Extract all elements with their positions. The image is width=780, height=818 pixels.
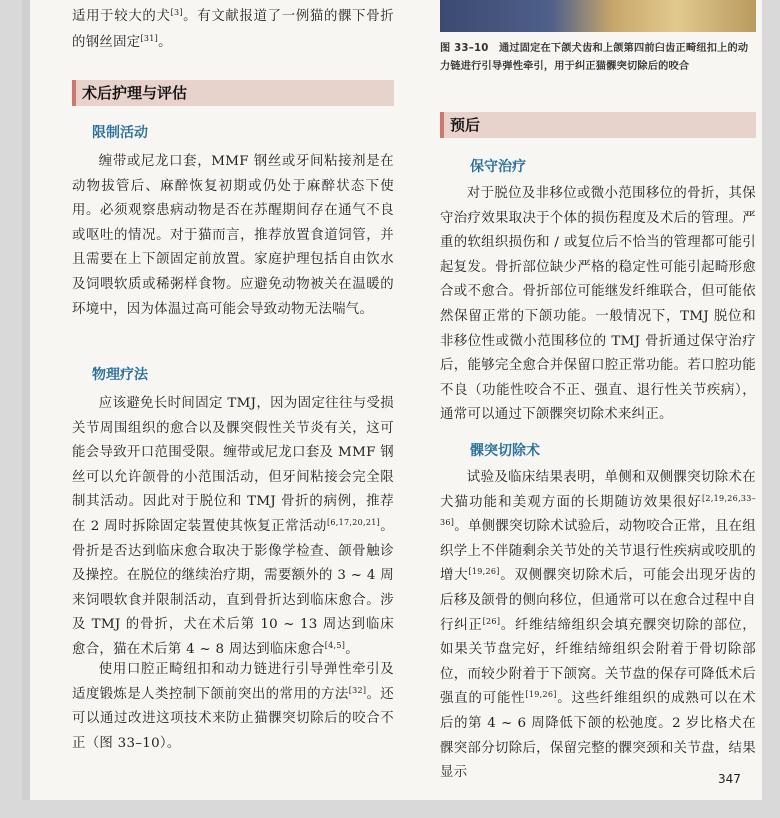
physical-therapy-text-a: 应该避免长时间固定 TMJ，因为固定往往与受损关节周围组织的愈合以及髁突假性关节炎有关，这可能会导致开口范围受限。缠带或尼龙口套及 MMF 钢丝可以允许颌骨的小范围活动，但牙间粘接会完全限制其活动。因此对于脱位和 TMJ 骨折的病例，推荐在 2 周时拆除固定装置使其恢复正常活动 (72, 396, 394, 534)
conservative-treatment-text: 对于脱位及非移位或微小范围移位的骨折，其保守治疗效果取决于个体的损伤程度及术后的管理。严重的软组织损伤和 / 或复位后不恰当的管理都可能引起复发。骨折部位缺少严格的稳定性可能引起畸形愈合或不愈合。骨折部位可能继发纤维联合，但可能依然保留正常的下颌功能。一般情况下，TMJ 脱位和非移位性或微小范围移位的 TMJ 骨折通过保守治疗后，能够完全愈合并保留口腔正常功能。若口腔功能不良（功能性咬合不正、强直、退行性关节疾病），通常可以通过下颌髁突切除术来纠正。 (440, 186, 756, 423)
intro-text-2b: 。 (158, 35, 172, 50)
section-heading-postop: 术后护理与评估 (72, 80, 394, 106)
restrict-activity-text: 缠带或尼龙口套，MMF 钢丝或牙间粘接剂是在动物拔管后、麻醉恢复初期或仍处于麻醉状态下使用。必须观察患病动物是否在苏醒期间存在通气不良或呕吐的情况。对于猫而言，推荐放置食道饲管，并且需要在上下颌固定前放置。家庭护理包括自由饮水及饲喂软质或稀粥样食物。应避免动物被关在温暖的环境中，因为体温过高可能会导致动物无法喘气。 (72, 154, 394, 317)
citation: [26] (482, 616, 501, 626)
intro-text-2: 的钢丝固定 (72, 35, 141, 50)
intro-text-1b: 。有文献报道了一例猫的髁下骨折 (182, 9, 394, 24)
physical-therapy-p2-text-a: 使用口腔正畸纽扣和动力链进行引导弹性牵引及适度锻炼是人类控制下颌前突出的常用的方法 (72, 662, 394, 702)
citation: [19,26] (468, 567, 500, 577)
condylectomy-text-d: 。纤维结缔组织会填充髁突切除的部位，如果关节盘完好，纤维结缔组织会附着于骨切除部位，而较少附着于下颌窝。关节盘的保存可降低术后强直的可能性 (440, 617, 756, 707)
restrict-activity-paragraph (72, 150, 394, 322)
physical-therapy-text-c: 。 (345, 641, 359, 657)
page-gutter (22, 0, 30, 800)
physical-therapy-text-b: 。骨折是否达到临床愈合取决于影像学检查、颌骨触诊及操控。在脱位的继续治疗期，需要额外的 3 ~ 4 周来饲喂软食并限制活动，直到骨折达到临床愈合。涉及 TMJ 的骨折，犬在术后第 10 ~ 13 周达到临床愈合，猫在术后第 4 ~ 8 周达到临床愈合 (72, 518, 394, 657)
condylectomy-paragraph (440, 466, 756, 786)
intro-paragraph (72, 4, 394, 56)
citation: [31] (140, 34, 159, 43)
subheading-condylectomy: 髁突切除术 (470, 443, 540, 459)
condylectomy-text-e: 。这些纤维组织的成熟可以在术后的第 4 ~ 6 周降低下颌的松弛度。2 岁比格犬在髁突部分切除后，保留完整的髁突颈和关节盘，结果显示 (440, 691, 756, 781)
figure-caption: 图 33–10 通过固定在下颌犬齿和上颌第四前臼齿正畸纽扣上的动力链进行引导弹性牵引，用于纠正猫髁突切除后的咬合 (440, 43, 749, 72)
page-number: 347 (718, 772, 741, 786)
subheading-conservative-treatment: 保守治疗 (470, 159, 526, 175)
conservative-treatment-paragraph (440, 182, 756, 428)
condylectomy-text-b: 。单侧髁突切除术试验后，动物咬合正常，且在组织学上不伴随剩余关节处的关节退行性疾病或咬肌的增大 (440, 519, 756, 584)
condylectomy-text-a: 试验及临床结果表明，单侧和双侧髁突切除术在犬猫功能和美观方面的长期随访效果很好 (440, 470, 756, 510)
citation: [2,19,26,33–36] (440, 493, 756, 528)
citation: [19,26] (525, 690, 557, 700)
physical-therapy-paragraph-1 (72, 392, 394, 663)
condylectomy-text-c: 。双侧髁突切除术后，可能会出现牙齿的后移及颌骨的侧向移位，但通常可以在愈合过程中自行纠正 (440, 568, 756, 633)
book-page (22, 0, 762, 800)
figure-33-10-photo (440, 0, 756, 32)
citation: [3] (170, 8, 183, 17)
citation: [4,5] (324, 640, 346, 650)
subheading-physical-therapy: 物理疗法 (92, 367, 148, 383)
citation: [6,17,20,21] (326, 517, 381, 527)
physical-therapy-paragraph-2 (72, 658, 394, 756)
subheading-restrict-activity: 限制活动 (92, 125, 148, 141)
citation: [32] (348, 685, 367, 695)
section-heading-prognosis: 预后 (440, 112, 756, 138)
intro-text-1: 适用于较大的犬 (72, 9, 171, 24)
physical-therapy-p2-text-b: 。还可以通过改进这项技术来防止猫髁突切除后的咬合不正（图 33–10）。 (72, 686, 394, 751)
